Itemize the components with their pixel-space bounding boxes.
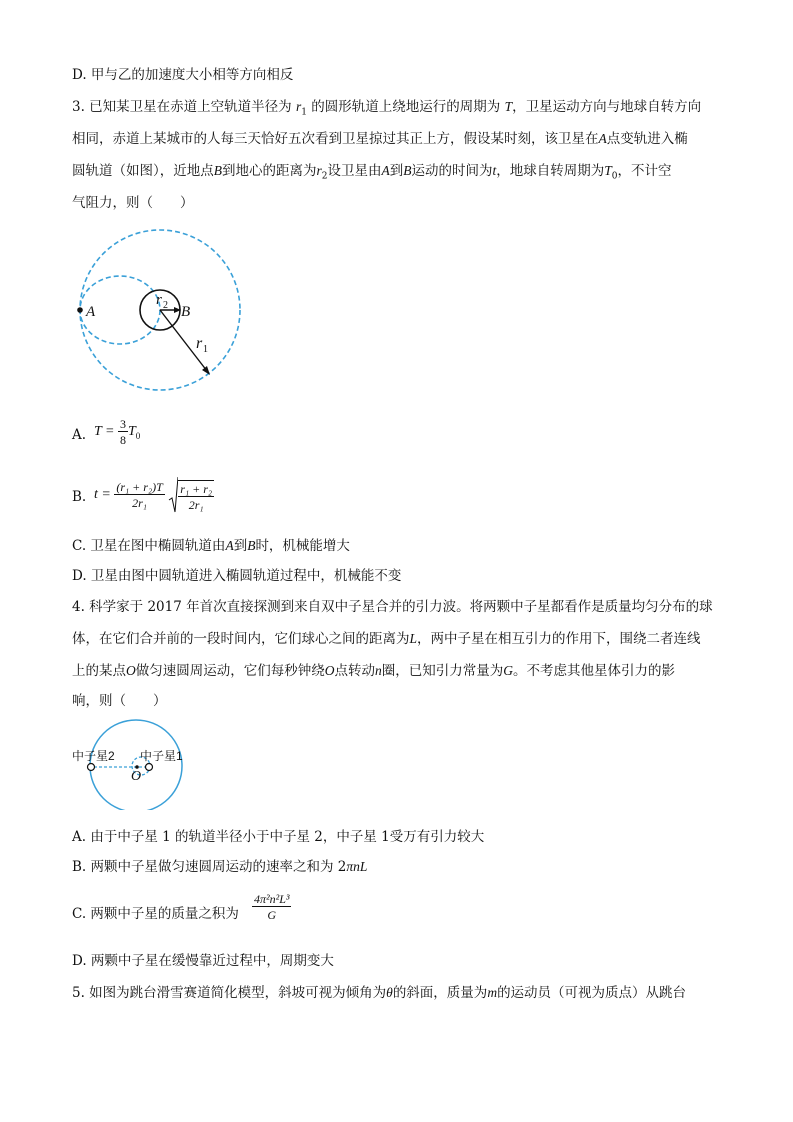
q3-line-2 — [72, 130, 688, 148]
label-star-2: 中子星2 — [72, 749, 115, 763]
symbol-A: A — [598, 131, 607, 146]
symbol-B: B — [213, 163, 222, 178]
formula-b-den: 2r₁ — [132, 496, 147, 510]
q3-text-3c: 设卫星由 — [327, 163, 382, 179]
option-c-symbol-b: B — [247, 538, 256, 553]
q4-option-b-text: B. 两颗中子星做匀速圆周运动的速率之和为 2 — [72, 859, 347, 875]
formula-a-lhs: T = — [94, 424, 115, 440]
point-a-dot — [77, 307, 83, 313]
q4-option-c-text: C. 两颗中子星的质量之积为 — [72, 906, 239, 922]
q3-text-3e: 运动的时间为 — [411, 163, 493, 179]
symbol-A-2: A — [381, 163, 390, 178]
binary-star-diagram — [70, 718, 200, 810]
q4-text-3c: 点转动 — [334, 663, 375, 679]
formula-b-lhs: t = — [94, 487, 111, 503]
q4-symbol-o: O — [126, 663, 136, 678]
formula-b-root-den: 2r₁ — [188, 497, 204, 512]
q5-symbol-m: m — [487, 985, 498, 1000]
q4-option-d: D. 两颗中子星在缓慢靠近过程中，周期变大 — [72, 953, 334, 969]
label-r2: r — [156, 292, 162, 308]
symbol-T: T — [504, 99, 513, 114]
q4-line-2 — [72, 630, 701, 648]
q4-symbol-l: L — [409, 631, 418, 646]
q4-line-4: 响，则（ ） — [72, 693, 167, 709]
q3-line-4: 气阻力，则（ ） — [72, 195, 194, 211]
q4-symbol-o-2: O — [324, 663, 335, 678]
star-1-dot — [146, 764, 153, 771]
q5-symbol-theta: θ — [386, 985, 393, 1000]
formula-b-frac — [114, 481, 164, 509]
q3-text-3g: ，不计空 — [617, 163, 672, 179]
label-r2-sub: 2 — [163, 300, 168, 311]
formula-a-rhs: T — [127, 424, 136, 440]
q4-text-3e: 。不考虑其他星体引力的影 — [513, 663, 675, 679]
q3-text-3b: 到地心的距离为 — [222, 163, 317, 179]
option-a-prefix: A. — [72, 427, 87, 443]
sqrt-sign-icon — [168, 476, 178, 514]
symbol-r1: r — [295, 99, 302, 114]
formula-b-root-frac — [178, 480, 214, 511]
q5-text-1b: 的斜面，质量为 — [392, 985, 488, 1001]
symbol-B-2: B — [403, 163, 412, 178]
symbol-T0: T — [604, 163, 612, 178]
formula-a — [94, 418, 140, 446]
label-r1-sub: 1 — [203, 344, 208, 355]
q4-text-2a: 体，在它们合并前的一段时间内，它们球心之间的距离为 — [72, 631, 410, 647]
q4-text-2b: ，两中子星在相互引力的作用下，围绕二者连线 — [417, 631, 701, 647]
orbit-diagram — [70, 222, 250, 398]
formula-q4c — [252, 893, 291, 921]
q3-line-3 — [72, 162, 672, 186]
q4-line-3 — [72, 662, 675, 680]
option-d: D. 卫星由图中圆轨道进入椭圆轨道过程中，机械能不变 — [72, 568, 402, 584]
q4-option-c — [72, 905, 239, 923]
q3-text-3a: 圆轨道（如图），近地点 — [72, 163, 214, 179]
q3-text-1c: ，卫星运动方向与地球自转方向 — [512, 99, 702, 115]
q4-text-3b: 做匀速圆周运动，它们每秒钟绕 — [135, 663, 325, 679]
formula-q4c-den: G — [267, 908, 277, 922]
q5-text-1a: 5. 如图为跳台滑雪赛道简化模型，斜坡可视为倾角为 — [72, 985, 387, 1001]
formula-q4c-num: 4π²n²L³ — [254, 892, 290, 906]
label-a: A — [86, 304, 96, 320]
label-star-1: 中子星1 — [140, 749, 183, 763]
q4-option-b — [72, 858, 367, 876]
formula-b-root-num: r₁ + r₂ — [180, 481, 213, 496]
q3-text-3d: 到 — [389, 163, 404, 179]
q3-text-2b: 点变轨进入椭 — [606, 131, 688, 147]
symbol-T0-sub: 0 — [611, 171, 618, 182]
formula-a-rhs-sub: 0 — [135, 431, 141, 442]
formula-a-frac — [118, 418, 128, 446]
label-r1: r — [196, 335, 203, 352]
symbol-t: t — [492, 163, 497, 178]
option-b — [72, 488, 86, 506]
r1-arrowhead — [202, 366, 210, 375]
q4-line-1: 4. 科学家于 2017 年首次直接探测到来自双中子星合并的引力波。将两颗中子星都看作是质量均匀分布的球 — [72, 599, 713, 615]
formula-b-num: (r₁ + r₂)T — [116, 480, 163, 494]
formula-a-den: 8 — [119, 433, 126, 447]
option-c — [72, 537, 350, 555]
symbol-r1-sub: 1 — [301, 107, 307, 118]
option-c-text-1: C. 卫星在图中椭圆轨道由 — [72, 538, 226, 554]
q4-option-a: A. 由于中子星 1 的轨道半径小于中子星 2，中子星 1受万有引力较大 — [72, 829, 485, 845]
q4-option-b-formula: πnL — [346, 859, 368, 874]
label-b: B — [181, 304, 191, 320]
option-c-text-2: 到 — [233, 538, 248, 554]
option-b-prefix: B. — [72, 489, 87, 505]
formula-a-num: 3 — [119, 417, 126, 431]
q3-text-3f: ，地球自转周期为 — [496, 163, 605, 179]
outer-orbit — [90, 720, 182, 810]
q5-line-1 — [72, 984, 686, 1002]
q3-line-1 — [72, 98, 701, 122]
q3-text-1a: 3. 已知某卫星在赤道上空轨道半径为 — [72, 99, 296, 115]
label-o: O — [131, 769, 142, 784]
q4-text-3d: 圈，已知引力常量为 — [381, 663, 504, 679]
symbol-r2-sub: 2 — [321, 171, 328, 182]
symbol-r2: r — [316, 163, 322, 178]
q4-symbol-n: n — [375, 663, 382, 678]
q5-text-1c: 的运动员（可视为质点）从跳台 — [497, 985, 687, 1001]
formula-q4c-frac — [252, 893, 291, 921]
formula-b-sqrt — [168, 476, 214, 514]
option-c-text-3: 时，机械能增大 — [255, 538, 350, 554]
option-c-symbol-a: A — [225, 538, 234, 553]
q4-text-3a: 上的某点 — [72, 663, 126, 679]
option-d-prev: D. 甲与乙的加速度大小相等方向相反 — [72, 67, 294, 83]
star-2-dot — [88, 764, 95, 771]
option-a — [72, 426, 86, 444]
q3-text-1b: 的圆形轨道上绕地运行的周期为 — [306, 99, 505, 115]
formula-b — [94, 476, 214, 514]
q3-text-2: 相同，赤道上某城市的人每三天恰好五次看到卫星掠过其正上方，假设某时刻，该卫星在 — [72, 131, 599, 147]
q4-symbol-g: G — [503, 663, 513, 678]
